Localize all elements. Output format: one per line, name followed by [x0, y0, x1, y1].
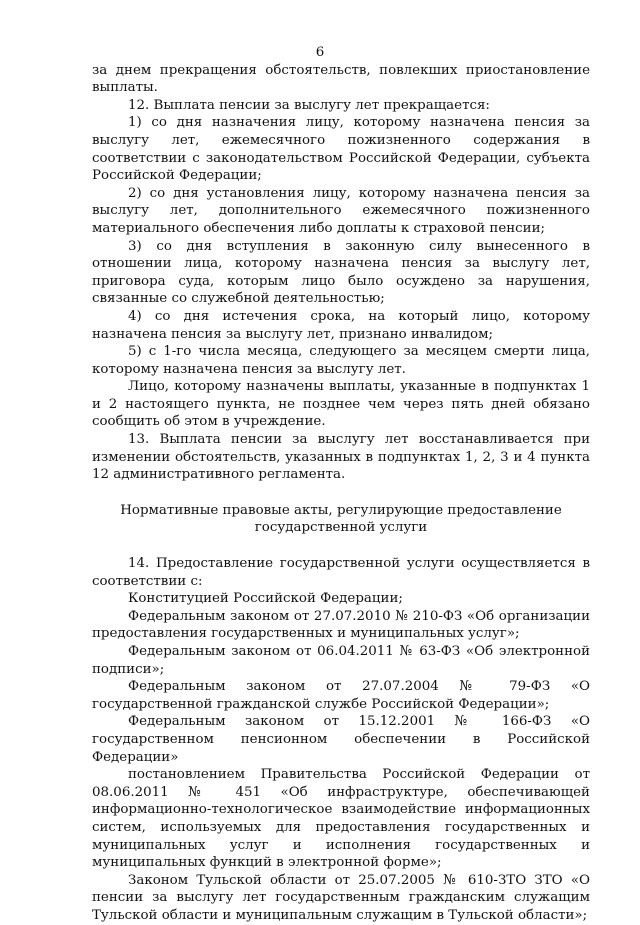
section-heading-line-2: государственной услуги: [254, 520, 428, 536]
page-number-spacer: [92, 44, 590, 62]
paragraph-constitution: Конституцией Российской Федерации;: [128, 591, 403, 607]
paragraph-subitem-5: 5) с 1-го числа месяца, следующего за месяцем смерти лица, которому назначена пенсия за выслугу лет.: [92, 344, 590, 377]
paragraph-subitem-2: 2) со дня установления лицу, которому назначена пенсия за выслугу лет, дополнительного ежемесячного пожизненного материального обеспечения либо доплаты к страховой пенсии;: [92, 185, 590, 236]
paragraph-resolution-451: постановлением Правительства Российской Федерации от 08.06.2011 № 451 «Об инфраструктуре, обеспечивающей информационно-технологическое взаимодействие информационных систем, используемых для предоставления государственных и муниципальных услуг и исполнения государственных и муниципальных функций в электронной форме»;: [92, 767, 590, 871]
paragraph-item-13: 13. Выплата пенсии за выслугу лет восстанавливается при изменении обстоятельств, указанных в подпунктах 1, 2, 3 и 4 пункта 12 административного регламента.: [92, 432, 590, 483]
paragraph-notice: Лицо, которому назначены выплаты, указанные в подпунктах 1 и 2 настоящего пункта, не позднее чем через пять дней обязано сообщить об этом в учреждение.: [92, 379, 590, 430]
paragraph-subitem-4: 4) со дня истечения срока, на который лицо, которому назначена пенсия за выслугу лет, признано инвалидом;: [92, 308, 590, 342]
paragraph-subitem-3: 3) со дня вступления в законную силу вынесенного в отношении лица, которому назначена пенсия за выслугу лет, приговора суда, которым лицо было осуждено за нарушения, связанные со служебной деятельностью;: [92, 238, 590, 307]
paragraph-law-79fz: Федеральным законом от 27.07.2004 № 79-ФЗ «О государственной гражданской службе Российской Федерации»;: [92, 679, 590, 712]
section-heading-line-1: Нормативные правовые акты, регулирующие предоставление: [120, 502, 562, 518]
paragraph-law-210fz: Федеральным законом от 27.07.2010 № 210-ФЗ «Об организации предоставления государственных и муниципальных услуг»;: [92, 608, 590, 642]
paragraph-item-12: 12. Выплата пенсии за выслугу лет прекращается:: [128, 97, 490, 113]
paragraph-tula-law-610: Законом Тульской области от 25.07.2005 № 610-ЗТО ЗТО «О пенсии за выслугу лет государственным гражданским служащим Тульской области и муниципальным служащим в Тульской области»;: [92, 872, 590, 923]
section-heading: [92, 502, 590, 537]
paragraph-item-14: 14. Предоставление государственной услуги осуществляется в соответствии с:: [92, 556, 590, 589]
paragraph-law-166fz: Федеральным законом от 15.12.2001 № 166-ФЗ «О государственном пенсионном обеспечении в Российской Федерации»: [92, 714, 590, 765]
paragraph-subitem-1: 1) со дня назначения лицу, которому назначена пенсия за выслугу лет, ежемесячного пожизненного содержания в соответствии с законодательством Российской Федерации, субъекта Российской Федерации;: [92, 115, 590, 184]
paragraph-continuation: за днем прекращения обстоятельств, повлекших приостановление выплаты.: [92, 62, 590, 96]
document-body: [92, 44, 590, 925]
heading-spacer: [92, 537, 590, 555]
page-number: 6: [315, 45, 325, 60]
paragraph-law-63fz: Федеральным законом от 06.04.2011 № 63-ФЗ «Об электронной подписи»;: [92, 644, 590, 677]
